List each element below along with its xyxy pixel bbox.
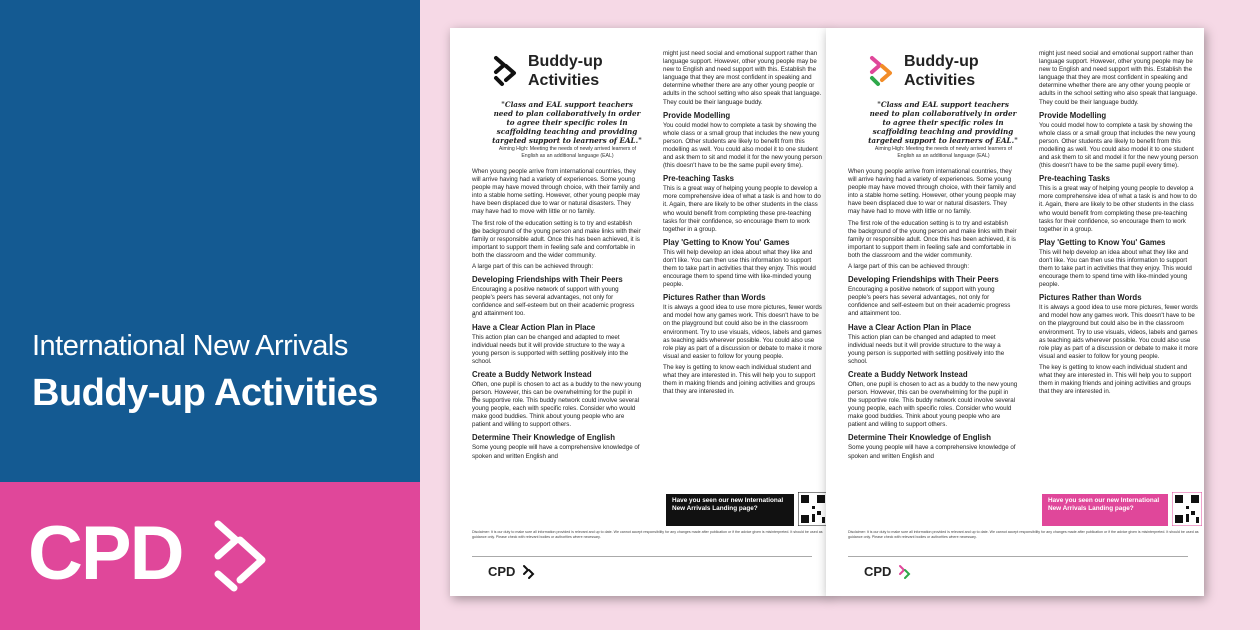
promo-box: Have you seen our new International New Arrivals Landing page? — [666, 494, 794, 526]
footer-logo: CPD — [864, 564, 892, 579]
qr-code-icon — [1172, 492, 1202, 526]
sheet-quote: "Class and EAL support teachers need to plan collaboratively in order to agree their specific roles in scaffolding teaching and providing targeted support to learners of EAL." — [868, 100, 1018, 145]
footer-divider — [472, 556, 812, 557]
promo-box: Have you seen our new International New Arrivals Landing page? — [1042, 494, 1168, 526]
worksheet-preview-back — [450, 28, 828, 596]
sheet-quote: "Class and EAL support teachers need to plan collaboratively in order to agree their specific roles in scaffolding teaching and providing targeted support to learners of EAL." — [492, 100, 642, 145]
sheet-title: Buddy-up Activities — [904, 53, 979, 89]
banner-title: Buddy-up Activities — [32, 372, 378, 414]
footer-divider — [848, 556, 1188, 557]
qr-code-icon — [798, 492, 828, 526]
left-column: When young people arrive from international countries, they will arrive having had a variety of experiences. Some young people may have moved through choice, with their family and into a stable home setting. However, other young people may have been displaced due to war or natural disasters. They may have had to move with little or no family. The first role of the education setting is to try and establish the background of the young person and make links with their family or responsible adult. Once this has been achieved, it is important to support them in feeling safe and comfortable in both the classroom and the wider community. A large part of this can be achieved through: Developing Friendships with Their Peers Encouraging a positive network of support with young people's peers has several advantages, not only for confidence and self-esteem but on their academic progress and attainment too. Have a Clear Action Plan in Place This action plan can be changed and adapted to meet individual needs but it will provide structure to the way a young person is supported with settling positively into the school. Create a Buddy Network Instead Often, one pupil is chosen to act as a buddy to the new young person. However, this can be overwhelming for the pupil in the supportive role. This buddy network could involve several young people, each with specific roles. Consider who would make good buddies. Think about young people who are patient and willing to support others. Determine Their Knowledge of English Some young people will have a comprehensive knowledge of spoken and written English and — [472, 168, 642, 460]
chevron-logo-icon — [522, 564, 536, 580]
left-column: When young people arrive from international countries, they will arrive having had a variety of experiences. Some young people may have moved through choice, with their family and into a stable home setting. However, other young people may have been displaced due to war or natural disasters. They may have had to move with little or no family. The first role of the education setting is to try and establish the background of the young person and make links with their family or responsible adult. Once this has been achieved, it is important to support them in feeling safe and comfortable in both the classroom and the wider community. A large part of this can be achieved through: Developing Friendships with Their Peers Encouraging a positive network of support with young people's peers has several advantages, not only for confidence and self-esteem but on their academic progress and attainment too. Have a Clear Action Plan in Place This action plan can be changed and adapted to meet individual needs but it will provide structure to the way a young person is supported with settling positively into the school. Create a Buddy Network Instead Often, one pupil is chosen to act as a buddy to the new young person. However, this can be overwhelming for the pupil in the supportive role. This buddy network could involve several young people, each with specific roles. Consider who would make good buddies. Think about young people who are patient and willing to support others. Determine Their Knowledge of English Some young people will have a comprehensive knowledge of spoken and written English and — [848, 168, 1018, 460]
disclaimer: Disclaimer: It is our duty to make sure all information provided is relevant and up to date. We cannot accept responsibility for any changes made after publication or if the advice given is misinterpreted. It should be used as guidance only. Please check with relevant bodies or authorities where necessary. — [848, 530, 1199, 539]
chevron-right-icon — [210, 512, 278, 600]
worksheet-preview-front — [826, 28, 1204, 596]
quote-source: Aiming High: Meeting the needs of newly arrived learners of English as an additional language (EAL) — [498, 146, 637, 159]
right-column: might just need social and emotional support rather than language support. However, other young people may be new to English and need support with this. Establish the language that they are most confident in speaking and determine whether there are any other young people or adults in the school setting who also speak that language. They could be their language buddy. Provide Modelling You could model how to complete a task by showing the whole class or a small group that includes the new young person. Other students are likely to benefit from this modelling as well. You could also model it to one student and ask them to sit and model it for the new young person (this doesn't have to be the same pupil every time). Pre-teaching Tasks This is a great way of helping young people to develop a more comprehensive idea of what a task is and how to do it. Again, there are likely to be other students in the class who would benefit from completing these pre-teaching tasks for their confidence, so encourage them to work together in a group. Play 'Getting to Know You' Games This will help develop an idea about what they like and don't like. You can then use this information to support them to take part in activities that they enjoy. This would encourage them to spend time with like-minded young people. Pictures Rather than Words It is always a good idea to use more pictures, fewer words and model how any games work. This doesn't have to be on the playground but could also be in the classroom environment. Try to use visuals, videos, labels and games as teaching aids wherever possible. You could also use role play as part of a discussion or debate to make it more visual and easier to follow for young people. The key is getting to know each individual student and what they are interested in. This will help you to support them in making friends and joining activities and groups that they are interested in. — [663, 50, 822, 396]
right-column: might just need social and emotional support rather than language support. However, other young people may be new to English and need support with this. Establish the language that they are most confident in speaking and determine whether there are any other young people or adults in the school setting who also speak that language. They could be their language buddy. Provide Modelling You could model how to complete a task by showing the whole class or a small group that includes the new young person. Other students are likely to benefit from this modelling as well. You could also model it to one student and ask them to sit and model it for the new young person (this doesn't have to be the same pupil every time). Pre-teaching Tasks This is a great way of helping young people to develop a more comprehensive idea of what a task is and how to do it. Again, there are likely to be other students in the class who would benefit from completing these pre-teaching tasks for their confidence, so encourage them to work together in a group. Play 'Getting to Know You' Games This will help develop an idea about what they like and don't like. You can then use this information to support them to take part in activities that they enjoy. This would encourage them to spend time with like-minded young people. Pictures Rather than Words It is always a good idea to use more pictures, fewer words and model how any games work. This doesn't have to be on the playground but could also be in the classroom environment. Try to use visuals, videos, labels and games as teaching aids wherever possible. You could also use role play as part of a discussion or debate to make it more visual and easier to follow for young people. The key is getting to know each individual student and what they are interested in. This will help you to support them in making friends and joining activities and groups that they are interested in. — [1039, 50, 1198, 396]
cpd-logo-text: CPD — [28, 511, 183, 596]
chevron-logo-icon — [868, 54, 896, 92]
chevron-logo-icon — [492, 54, 520, 92]
disclaimer: Disclaimer: It is our duty to make sure all information provided is relevant and up to date. We cannot accept responsibility for any changes made after publication or if the advice given is misinterpreted. It should be used as guidance only. Please check with relevant bodies or authorities where necessary. — [472, 530, 823, 539]
chevron-logo-icon — [898, 564, 912, 580]
quote-source: Aiming High: Meeting the needs of newly arrived learners of English as an additional language (EAL) — [874, 146, 1013, 159]
footer-logo: CPD — [488, 564, 516, 579]
banner-subtitle: International New Arrivals — [32, 330, 348, 362]
sheet-title: Buddy-up Activities — [528, 53, 603, 89]
